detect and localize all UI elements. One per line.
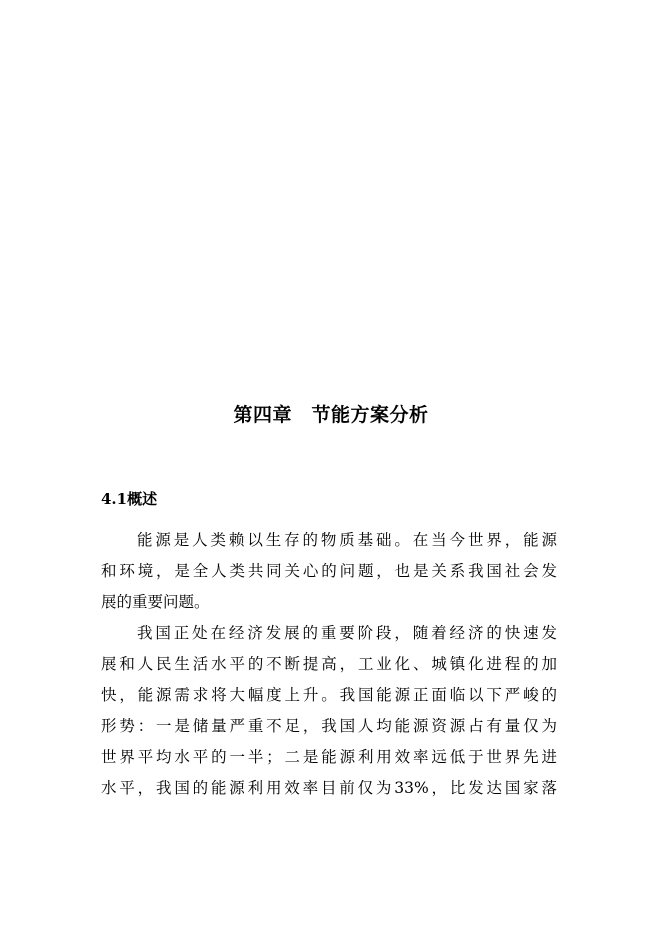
paragraph-line: 和环境，是全人类共同关心的问题，也是关系我国社会发 xyxy=(101,562,557,580)
paragraph-line: 我国正处在经济发展的重要阶段，随着经济的快速发 xyxy=(137,624,557,642)
paragraph-line: 水平，我国的能源利用效率目前仅为33%，比发达国家落 xyxy=(101,779,557,797)
chapter-title: 第四章 节能方案分析 xyxy=(233,404,429,426)
body-text xyxy=(101,525,557,804)
paragraph-2 xyxy=(101,618,557,804)
paragraph-line: 快，能源需求将大幅度上升。我国能源正面临以下严峻的 xyxy=(101,686,557,704)
section-heading: 4.1概述 xyxy=(101,490,158,508)
paragraph-line: 能源是人类赖以生存的物质基础。在当今世界，能源 xyxy=(137,531,557,549)
paragraph-1 xyxy=(101,525,557,618)
paragraph-line: 展和人民生活水平的不断提高，工业化、城镇化进程的加 xyxy=(101,655,557,673)
paragraph-line: 世界平均水平的一半；二是能源利用效率远低于世界先进 xyxy=(101,748,557,766)
paragraph-line: 形势：一是储量严重不足，我国人均能源资源占有量仅为 xyxy=(101,717,557,735)
paragraph-line: 展的重要问题。 xyxy=(101,593,210,611)
